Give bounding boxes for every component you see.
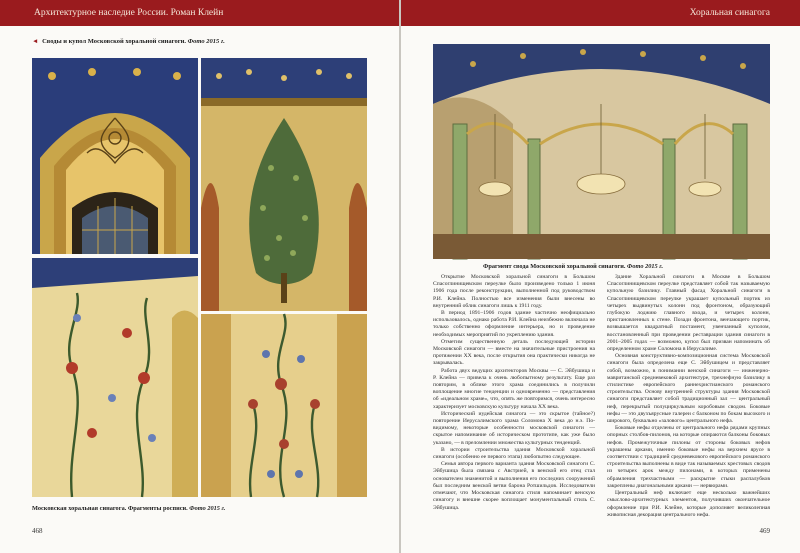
nave-caption-credit: Фото 2015 г. <box>627 263 664 270</box>
col1-paragraph: Исторический иудейская синагога — это скрытое (тайное?) повторение Иерусалимского храма Соломона X века до н.э. По-видимому, некоторые особенности московской синагоги — скрытое напоминание об историческом прототипе, как уже было указано, — в преломлении множества культурных тенденций. <box>433 410 595 446</box>
photo-arch-vault <box>32 58 198 254</box>
photo-ornament-right <box>201 314 367 497</box>
col1-paragraph: Работа двух ведущих архитекторов Москвы — С. Эйбушица и Р. Клейна — привела к очень любопытному результату. Еще раз повторим, в облике этого храма соединились в получили воплощение многие тенденции и одновременно — представления об «идеальном храме», что, опять же повторимся, очень интересно характеризует московскую культуру начала XX века. <box>433 367 595 410</box>
bottom-photo-caption <box>32 505 225 513</box>
right-page <box>401 0 800 553</box>
text-column-1 <box>433 274 595 514</box>
col1-paragraph: Отметим существенную деталь последующей истории Московской синагоги — вместе на значительные пристроения на протяжении XX века, после открытия она практически никогда не закрывалась. <box>433 338 595 367</box>
photo-tree-of-life <box>201 58 367 311</box>
nave-photo-caption <box>483 263 663 271</box>
col2-paragraph: Центральный неф включает еще несколько важнейших смыслово-архитектурных элементов, получивших окончательное оформление при Р.И. Клейне, которые дополняет великолепная живописная декорация центрального нефа. <box>607 490 770 518</box>
col2-paragraph: Здание Хоральной синагоги в Москве в Большом Спасоглинищевском переулке представляет собой так называемую купольную базилику. Главный фасад Хоральной синагоги в Спасоглинищевском переулке украшает купольный портик из четырех выдвинутых колонн под фронтоном, образующий глубокую лоджию главного входа, и четырех колонн, пристановленных к стене. Позади фронтона, венчающего портик, возвышается квадратный постамент, увенчанный куполом, восстановленный при проведении реставрации здания синагоги в 2001–2005 годах — возможно, купол был призван напоминать об определенном храме Соломона в Иерусалиме. <box>607 274 770 353</box>
caption-marker: ◄ <box>32 38 39 45</box>
col1-paragraph: В истории строительства здания Московской хоральной синагоги (особенно ее первого этапа) любопытно следующее. <box>433 446 595 461</box>
caption-bottom-text: Московская хоральная синагога. Фрагменты росписи. <box>32 505 188 512</box>
col1-paragraph: Открытие Московской хоральной синагоги в Большом Спасоглинищевском переулке было произведено только 1 июня 1906 года после реконструкции, выполненной под руководством Р.И. Клейна. Полностью все изменения были внесены во внутренний облик синагоги лишь к 1911 году. <box>433 274 595 309</box>
left-page <box>0 0 399 553</box>
left-running-head: Архитектурное наследие России. Роман Клейн <box>0 0 399 26</box>
nave-caption-text: Фрагмент свода Московской хоральной синагоги. <box>483 263 626 270</box>
photo-nave-interior <box>433 44 770 259</box>
col2-paragraph: Боковые нефы отделены от центрального нефа рядами крупных опорных столбов-пилонов, на которые опираются балконы боковых нефов. Промежуточные пилоны от стороны боковых нефов украшены арками, именно боковые нефы на верхнем ярусе в соответствии с традицией средневекового европейского романского строительства выполнены в виде так называемых крестовых сводов из четырех арок между пилонами, в которых применены обрамления трехчастными — раскрытие стыки распалубков закреплены диагональными арками — нервюрами. <box>607 425 770 489</box>
caption-top-credit: Фото 2015 г. <box>187 38 225 45</box>
caption-bottom-credit: Фото 2015 г. <box>189 505 226 512</box>
caption-top-text: Своды и купол Московской хоральной синагоги. <box>42 38 187 45</box>
right-page-number: 469 <box>759 527 770 535</box>
top-photo-caption <box>32 38 225 45</box>
col2-paragraph: Основная конструктивно-композиционная система Московской синагоги была определена еще С. Эйбушицем и представляет собой, возможно, в понимании венской синагоги — инженерно-мавританской средневековой архитектуре, трехнефную базилику в стилистике европейского раннехристианского романского строительства. Основу внутренней структуры здания Московской синагоги представляет собой традиционный зал — центральный неф, перекрытый полуциркульным коробовым сводом. Боковые нефы — это двухъярусные галереи с балконом по бокам высокого и широкого, буквально «залового» центрального нефа. <box>607 353 770 425</box>
col1-paragraph: Семья автора первого варианта здания Московской синагоги С. Эйбушица была связана с Австрией, в венской его отец стал основателем знаменитой и выполнения его последних сооружений был последним венской ветви барона Ротшильдов. Исследователи отмечают, что Московская синагога стиля напоминает венскую синагогу и внешне скорее воплощает монументальный стиль С. Эйбушица. <box>433 461 595 511</box>
left-page-number: 468 <box>32 527 43 535</box>
photo-ornament-left <box>32 258 198 497</box>
text-column-2 <box>607 274 770 518</box>
col1-paragraph: В период 1891–1906 годов здание частично неофициально использовалось, однако работа Р.И. Клейна неизбежно включала не только собственно оформление интерьера, но и проведение необходимых мероприятий по укреплению здания. <box>433 310 595 338</box>
right-running-head: Хоральная синагога <box>401 0 800 26</box>
